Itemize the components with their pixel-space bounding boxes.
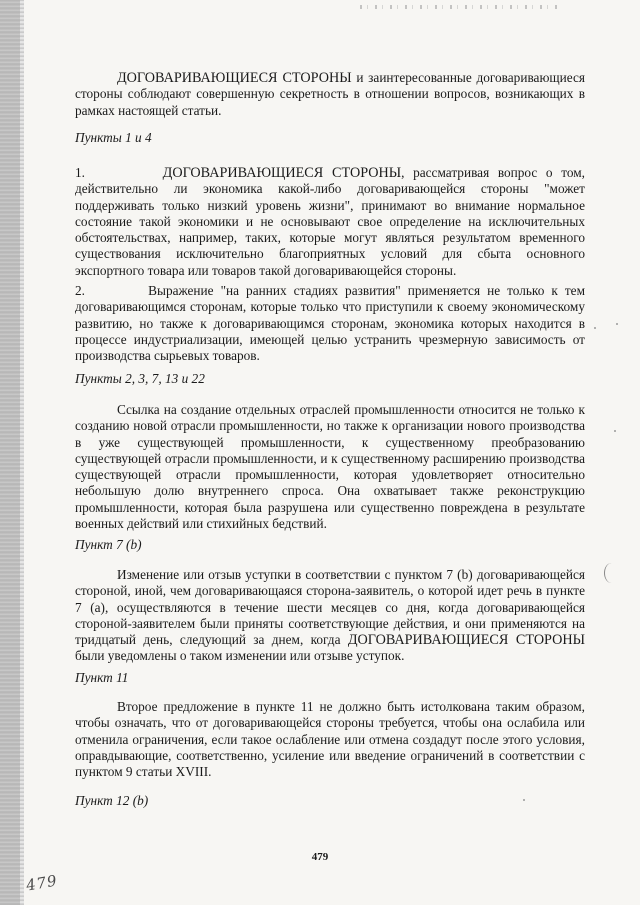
section-heading-items-1-4: Пункты 1 и 4 (75, 130, 152, 145)
section-heading-item-12b: Пункт 12 (b) (75, 793, 149, 808)
paragraph-7b-part1: Изменение или отзыв уступки в соответствии с пунктом 7 (b) договаривающейся стороной, иной, чем договаривающаяся сторона-заявитель, о которой идет речь в пункте 7 (а), осуществляются в течение шести месяцев со дня, когда договаривающейся стороной-заявителем были приняты соответствующие действия, и они применяются на тридцатый день, следующий за днем, когда (75, 567, 585, 648)
scan-speck (523, 799, 525, 801)
paragraph-1-rest: , рассматривая вопрос о том, действительно ли экономика какой-либо договаривающейся стороны "может поддерживать только низкий уровень жизни", принимают во внимание нормальное состояние такой экономики и не основывают свое определение на исключительных обстоятельствах, например, таких, которые могут являться результатом временного существования исключительно благоприятных условий для сбыта основного экспортного товара или товаров такой договаривающейся стороны. (75, 165, 585, 278)
paragraph-1 (75, 165, 585, 279)
paragraph-7b-caps: ДОГОВАРИВАЮЩИЕСЯ СТОРОНЫ (347, 632, 585, 649)
intro-rest: и заинтересованные договаривающиеся стороны соблюдают совершенную секретность в отношении вопросов, возникающих в рамках настоящей статьи. (75, 70, 585, 118)
section-heading-item-7b: Пункт 7 (b) (75, 537, 142, 552)
paragraph-item-11: Второе предложение в пункте 11 не должно быть истолкована таким образом, чтобы означать, что от договаривающейся стороны требуется, чтобы она ослабила или отменила ограничения, если такое ослабление или отмена создадут после этого условия, оправдывающие, соответственно, усиление или введение ограничений в соответствии с пунктом 9 статьи XVIII. (75, 699, 585, 780)
page-number: 479 (311, 851, 329, 863)
paragraph-1-caps: ДОГОВАРИВАЮЩИЕСЯ СТОРОНЫ (162, 165, 402, 181)
paragraph-concession-modification (75, 567, 585, 665)
scan-speck (594, 327, 596, 329)
paragraph-2: 2. Выражение "на ранних стадиях развития" применяется не только к тем договаривающимся сторонам, которые только что приступили к своему экономическому развитию, но также к договаривающимся сторонам, экономика которых находится в процессе индустриализации, имеющей целью устранить чрезмерную зависимость от производства сырьевых товаров. (75, 283, 585, 364)
paragraph-industry-establishment: Ссылка на создание отдельных отраслей промышленности относится не только к созданию новой отрасли промышленности, но также к организации нового производства в уже существующей промышленности, к существенному преобразованию существующей отрасли промышленности, и к существенному расширению производства существующей отрасли промышленности, которая удовлетворяет относительно небольшую долю внутреннего спроса. Она охватывает также реконструкцию промышленности, которая была разрушена или существенно повреждена в результате военных действий или стихийных бедствий. (75, 402, 585, 532)
paragraph-7b-part2: были уведомлены о таком изменении или отзыве уступок. (75, 648, 405, 664)
scan-speck (616, 323, 618, 325)
section-heading-item-11: Пункт 11 (75, 670, 129, 685)
scan-binding-edge (0, 0, 20, 905)
intro-paragraph (75, 70, 585, 119)
section-heading-items-2-3-7-13-22: Пункты 2, 3, 7, 13 и 22 (75, 371, 205, 386)
scan-speck (614, 430, 616, 432)
intro-caps-lead: ДОГОВАРИВАЮЩИЕСЯ СТОРОНЫ (117, 70, 352, 86)
handwritten-page-mark: 479 (24, 871, 59, 895)
scan-margin-mark (604, 563, 619, 583)
paragraph-1-number: 1. (75, 165, 163, 180)
scan-top-marks (360, 5, 560, 9)
scan-binding-shadow (20, 0, 24, 905)
